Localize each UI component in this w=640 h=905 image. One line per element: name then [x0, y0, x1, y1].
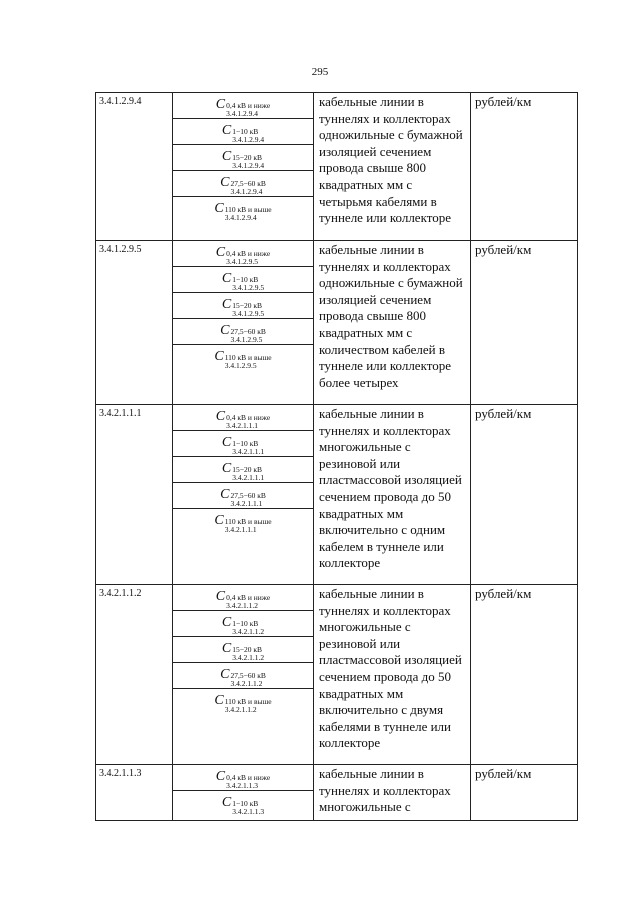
rate-symbol: [216, 587, 270, 610]
symbol-letter: C: [215, 97, 226, 112]
rate-symbol: [220, 173, 266, 196]
voltage-superscript: 0,4 кВ и ниже: [226, 101, 271, 110]
row-description: кабельные линии в туннелях и коллекторах многожильные с резиновой или пластмассовой изоляцией сечением провода до 50 квадратных мм включительно с двумя кабелями в туннеле или коллекторе: [314, 585, 471, 765]
symbol-cell: [173, 405, 313, 431]
rate-symbol: [222, 295, 264, 318]
symbol-letter: C: [221, 795, 232, 810]
voltage-superscript: 15−20 кВ: [232, 465, 262, 474]
row-code: 3.4.2.1.1.2: [96, 585, 173, 765]
row-description: кабельные линии в туннелях и коллекторах одножильные с бумажной изоляцией сечением провода свыше 800 квадратных мм с количеством кабелей в туннеле или коллекторе более четырех: [314, 241, 471, 405]
symbol-column: [173, 405, 314, 585]
voltage-superscript: 15−20 кВ: [232, 153, 262, 162]
symbol-cell: [173, 145, 313, 171]
rate-symbol: [214, 511, 271, 534]
symbol-cell: [173, 585, 313, 611]
rate-symbol: [220, 665, 266, 688]
symbol-letter: C: [214, 201, 224, 216]
code-subscript: 3.4.1.2.9.5: [230, 335, 263, 344]
row-unit: рублей/км: [471, 585, 578, 765]
table-row: [96, 585, 578, 765]
symbol-cell: [173, 637, 313, 663]
table-row: [96, 765, 578, 821]
symbol-letter: C: [221, 435, 232, 450]
symbol-cell: [173, 197, 313, 223]
voltage-superscript: 110 кВ и выше: [224, 205, 272, 214]
code-subscript: 3.4.2.1.1.3: [232, 807, 265, 816]
symbol-letter: C: [220, 487, 230, 502]
rate-symbol: [214, 691, 271, 714]
symbol-cell: [173, 689, 313, 715]
voltage-superscript: 27,5−60 кВ: [230, 327, 266, 336]
symbol-letter: C: [214, 693, 224, 708]
row-unit: рублей/км: [471, 405, 578, 585]
symbol-cell: [173, 345, 313, 371]
voltage-superscript: 27,5−60 кВ: [230, 179, 266, 188]
symbol-letter: C: [221, 641, 232, 656]
symbol-letter: C: [215, 245, 226, 260]
symbol-cell: [173, 791, 313, 817]
table-row: [96, 93, 578, 241]
symbol-cell: [173, 293, 313, 319]
row-code: 3.4.2.1.1.1: [96, 405, 173, 585]
rate-symbol: [222, 639, 264, 662]
code-subscript: 3.4.1.2.9.4: [232, 135, 265, 144]
code-subscript: 3.4.2.1.1.1: [230, 499, 263, 508]
rate-symbol: [222, 121, 264, 144]
voltage-superscript: 27,5−60 кВ: [230, 671, 266, 680]
symbol-letter: C: [220, 667, 230, 682]
rate-symbol: [216, 407, 270, 430]
row-unit: рублей/км: [471, 765, 578, 821]
code-subscript: 3.4.1.2.9.5: [226, 257, 258, 266]
symbol-letter: C: [221, 615, 232, 630]
code-subscript: 3.4.2.1.1.2: [226, 601, 258, 610]
voltage-superscript: 110 кВ и выше: [224, 353, 272, 362]
rate-symbol: [222, 433, 264, 456]
symbol-column: [173, 585, 314, 765]
code-subscript: 3.4.2.1.1.1: [232, 473, 265, 482]
symbol-letter: C: [215, 769, 226, 784]
code-subscript: 3.4.1.2.9.4: [232, 161, 265, 170]
symbol-letter: C: [214, 349, 224, 364]
symbol-cell: [173, 431, 313, 457]
symbol-cell: [173, 663, 313, 689]
code-subscript: 3.4.2.1.1.1: [224, 525, 257, 534]
voltage-superscript: 15−20 кВ: [232, 645, 262, 654]
code-subscript: 3.4.2.1.1.2: [224, 705, 257, 714]
symbol-cell: [173, 457, 313, 483]
row-code: 3.4.1.2.9.4: [96, 93, 173, 241]
symbol-letter: C: [221, 149, 232, 164]
voltage-superscript: 0,4 кВ и ниже: [226, 249, 271, 258]
code-subscript: 3.4.1.2.9.4: [224, 213, 257, 222]
voltage-superscript: 0,4 кВ и ниже: [226, 773, 271, 782]
row-description: кабельные линии в туннелях и коллекторах одножильные с бумажной изоляцией сечением провода свыше 800 квадратных мм с четырьмя кабелями в туннеле или коллекторе: [314, 93, 471, 241]
rate-symbol: [216, 767, 270, 790]
voltage-superscript: 0,4 кВ и ниже: [226, 413, 271, 422]
voltage-superscript: 1−10 кВ: [232, 127, 259, 136]
row-description: кабельные линии в туннелях и коллекторах многожильные с: [314, 765, 471, 821]
symbol-column: [173, 765, 314, 821]
voltage-superscript: 0,4 кВ и ниже: [226, 593, 271, 602]
page-number: 295: [311, 66, 329, 78]
rate-symbol: [216, 95, 270, 118]
symbol-letter: C: [214, 513, 224, 528]
symbol-letter: C: [221, 271, 232, 286]
rate-symbol: [220, 485, 266, 508]
code-subscript: 3.4.1.2.9.4: [226, 109, 258, 118]
code-subscript: 3.4.2.1.1.3: [226, 781, 258, 790]
code-subscript: 3.4.2.1.1.2: [230, 679, 263, 688]
row-code: 3.4.1.2.9.5: [96, 241, 173, 405]
code-subscript: 3.4.1.2.9.5: [232, 283, 265, 292]
rate-symbol: [222, 793, 264, 816]
code-subscript: 3.4.2.1.1.1: [226, 421, 258, 430]
symbol-cell: [173, 611, 313, 637]
symbol-cell: [173, 119, 313, 145]
symbol-cell: [173, 765, 313, 791]
rate-symbol: [214, 199, 271, 222]
code-subscript: 3.4.2.1.1.2: [232, 627, 265, 636]
row-unit: рублей/км: [471, 241, 578, 405]
symbol-cell: [173, 509, 313, 535]
rate-symbol: [216, 243, 270, 266]
rates-table: [95, 92, 578, 821]
table-row: [96, 405, 578, 585]
voltage-superscript: 1−10 кВ: [232, 619, 259, 628]
rate-symbol: [214, 347, 271, 370]
symbol-letter: C: [215, 409, 226, 424]
code-subscript: 3.4.1.2.9.5: [232, 309, 265, 318]
code-subscript: 3.4.1.2.9.5: [224, 361, 257, 370]
rate-symbol: [222, 459, 264, 482]
voltage-superscript: 1−10 кВ: [232, 799, 259, 808]
code-subscript: 3.4.1.2.9.4: [230, 187, 263, 196]
symbol-cell: [173, 267, 313, 293]
symbol-cell: [173, 93, 313, 119]
symbol-letter: C: [221, 461, 232, 476]
rate-symbol: [222, 147, 264, 170]
voltage-superscript: 110 кВ и выше: [224, 697, 272, 706]
rate-symbol: [222, 613, 264, 636]
row-code: 3.4.2.1.1.3: [96, 765, 173, 821]
voltage-superscript: 15−20 кВ: [232, 301, 262, 310]
row-description: кабельные линии в туннелях и коллекторах многожильные с резиновой или пластмассовой изоляцией сечением провода до 50 квадратных мм включительно с одним кабелем в туннеле или коллекторе: [314, 405, 471, 585]
symbol-cell: [173, 241, 313, 267]
symbol-letter: C: [220, 175, 230, 190]
voltage-superscript: 1−10 кВ: [232, 275, 259, 284]
code-subscript: 3.4.2.1.1.1: [232, 447, 265, 456]
voltage-superscript: 110 кВ и выше: [224, 517, 272, 526]
table-row: [96, 241, 578, 405]
code-subscript: 3.4.2.1.1.2: [232, 653, 265, 662]
voltage-superscript: 27,5−60 кВ: [230, 491, 266, 500]
symbol-letter: C: [220, 323, 230, 338]
symbol-column: [173, 93, 314, 241]
symbol-cell: [173, 171, 313, 197]
symbol-letter: C: [215, 589, 226, 604]
rate-symbol: [220, 321, 266, 344]
symbol-letter: C: [221, 297, 232, 312]
symbol-column: [173, 241, 314, 405]
voltage-superscript: 1−10 кВ: [232, 439, 259, 448]
symbol-cell: [173, 483, 313, 509]
row-unit: рублей/км: [471, 93, 578, 241]
symbol-letter: C: [221, 123, 232, 138]
symbol-cell: [173, 319, 313, 345]
rate-symbol: [222, 269, 264, 292]
